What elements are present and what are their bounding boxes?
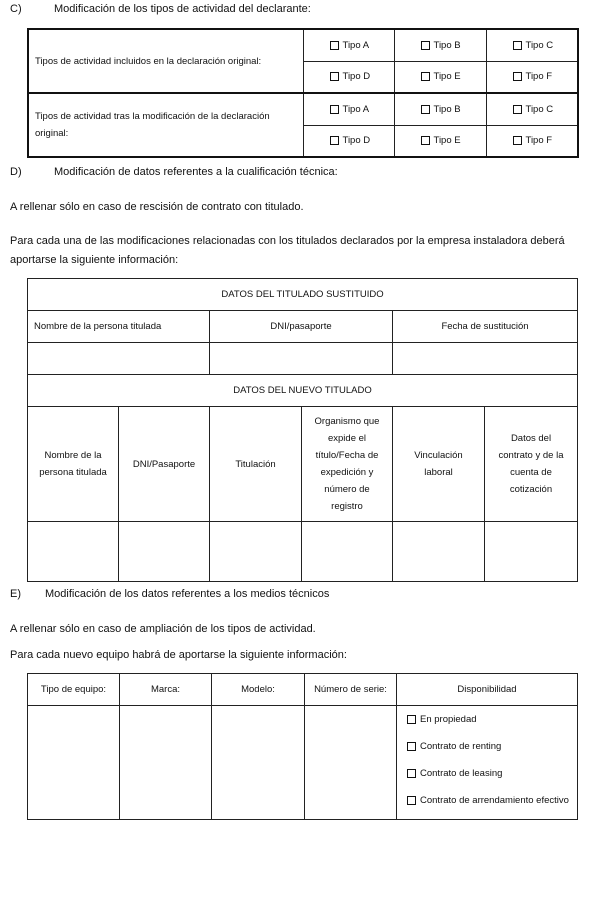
checkbox[interactable] [330, 41, 339, 50]
d-intro-line1: Para cada una de las modificaciones relacionadas con los titulados declarados por la empresa instaladora deberá [10, 235, 565, 247]
modified-tipo-e[interactable]: Tipo E [394, 125, 486, 157]
new-col-dni: DNI/Pasaporte [119, 407, 210, 522]
equipment-table [27, 673, 578, 820]
equip-serial-field[interactable] [305, 706, 397, 820]
e-note: A rellenar sólo en caso de ampliación de los tipos de actividad. [10, 623, 316, 635]
checkbox[interactable] [513, 105, 522, 114]
availability-leasing[interactable]: Contrato de leasing [397, 760, 577, 787]
availability-renting[interactable]: Contrato de renting [397, 733, 577, 760]
new-name-field[interactable] [28, 522, 119, 582]
titulado-table [27, 278, 578, 582]
checkbox[interactable] [407, 769, 416, 778]
section-d-letter: D) [10, 166, 22, 178]
new-dni-field[interactable] [119, 522, 210, 582]
activity-type-table [27, 28, 579, 158]
new-col-contrato: Datos del contrato y de la cuenta de cotización [485, 407, 578, 522]
modified-tipo-a[interactable]: Tipo A [303, 93, 394, 125]
modified-tipo-d[interactable]: Tipo D [303, 125, 394, 157]
section-e-letter: E) [10, 588, 21, 600]
equip-col-brand: Marca: [120, 674, 212, 706]
modified-activity-label: Tipos de actividad tras la modificación de la declaración original: [28, 93, 303, 157]
section-d-title: Modificación de datos referentes a la cualificación técnica: [54, 166, 338, 178]
checkbox[interactable] [330, 136, 339, 145]
modified-tipo-b[interactable]: Tipo B [394, 93, 486, 125]
new-col-name: Nombre de la persona titulada [28, 407, 119, 522]
availability-arrendamiento[interactable]: Contrato de arrendamiento efectivo [397, 787, 577, 814]
equip-col-model: Modelo: [212, 674, 305, 706]
equip-col-serial: Número de serie: [305, 674, 397, 706]
new-vinculacion-field[interactable] [393, 522, 485, 582]
original-tipo-c[interactable]: Tipo C [486, 29, 578, 61]
checkbox[interactable] [421, 72, 430, 81]
replaced-col-name: Nombre de la persona titulada [28, 311, 210, 343]
new-col-organismo: Organismo que expide el título/Fecha de expedición y número de registro [302, 407, 393, 522]
availability-en-propiedad[interactable]: En propiedad [397, 706, 577, 733]
checkbox[interactable] [407, 715, 416, 724]
checkbox[interactable] [513, 41, 522, 50]
original-tipo-d[interactable]: Tipo D [303, 61, 394, 93]
checkbox[interactable] [407, 796, 416, 805]
original-tipo-a[interactable]: Tipo A [303, 29, 394, 61]
equip-col-type: Tipo de equipo: [28, 674, 120, 706]
replaced-col-date: Fecha de sustitución [393, 311, 578, 343]
new-col-titulacion: Titulación [210, 407, 302, 522]
new-contrato-field[interactable] [485, 522, 578, 582]
original-tipo-f[interactable]: Tipo F [486, 61, 578, 93]
section-c-title: Modificación de los tipos de actividad del declarante: [54, 3, 311, 15]
section-e-title: Modificación de los datos referentes a los medios técnicos [45, 588, 330, 600]
modified-tipo-f[interactable]: Tipo F [486, 125, 578, 157]
replaced-dni-field[interactable] [210, 343, 393, 375]
e-intro: Para cada nuevo equipo habrá de aportarse la siguiente información: [10, 649, 347, 661]
checkbox[interactable] [407, 742, 416, 751]
modified-tipo-c[interactable]: Tipo C [486, 93, 578, 125]
equip-brand-field[interactable] [120, 706, 212, 820]
checkbox[interactable] [513, 72, 522, 81]
new-col-vinculacion: Vinculación laboral [393, 407, 485, 522]
original-tipo-e[interactable]: Tipo E [394, 61, 486, 93]
equip-model-field[interactable] [212, 706, 305, 820]
replaced-header: DATOS DEL TITULADO SUSTITUIDO [28, 279, 578, 311]
checkbox[interactable] [421, 41, 430, 50]
replaced-name-field[interactable] [28, 343, 210, 375]
new-header: DATOS DEL NUEVO TITULADO [28, 375, 578, 407]
availability-options [397, 706, 578, 820]
checkbox[interactable] [421, 136, 430, 145]
original-activity-label: Tipos de actividad incluidos en la declaración original: [28, 29, 303, 93]
new-titulacion-field[interactable] [210, 522, 302, 582]
equip-type-field[interactable] [28, 706, 120, 820]
equip-col-availability: Disponibilidad [397, 674, 578, 706]
new-organismo-field[interactable] [302, 522, 393, 582]
d-note: A rellenar sólo en caso de rescisión de contrato con titulado. [10, 201, 304, 213]
section-c-letter: C) [10, 3, 22, 15]
d-intro-line2: aportarse la siguiente información: [10, 254, 179, 266]
checkbox[interactable] [513, 136, 522, 145]
replaced-col-dni: DNI/pasaporte [210, 311, 393, 343]
checkbox[interactable] [330, 72, 339, 81]
checkbox[interactable] [421, 105, 430, 114]
original-tipo-b[interactable]: Tipo B [394, 29, 486, 61]
replaced-date-field[interactable] [393, 343, 578, 375]
checkbox[interactable] [330, 105, 339, 114]
